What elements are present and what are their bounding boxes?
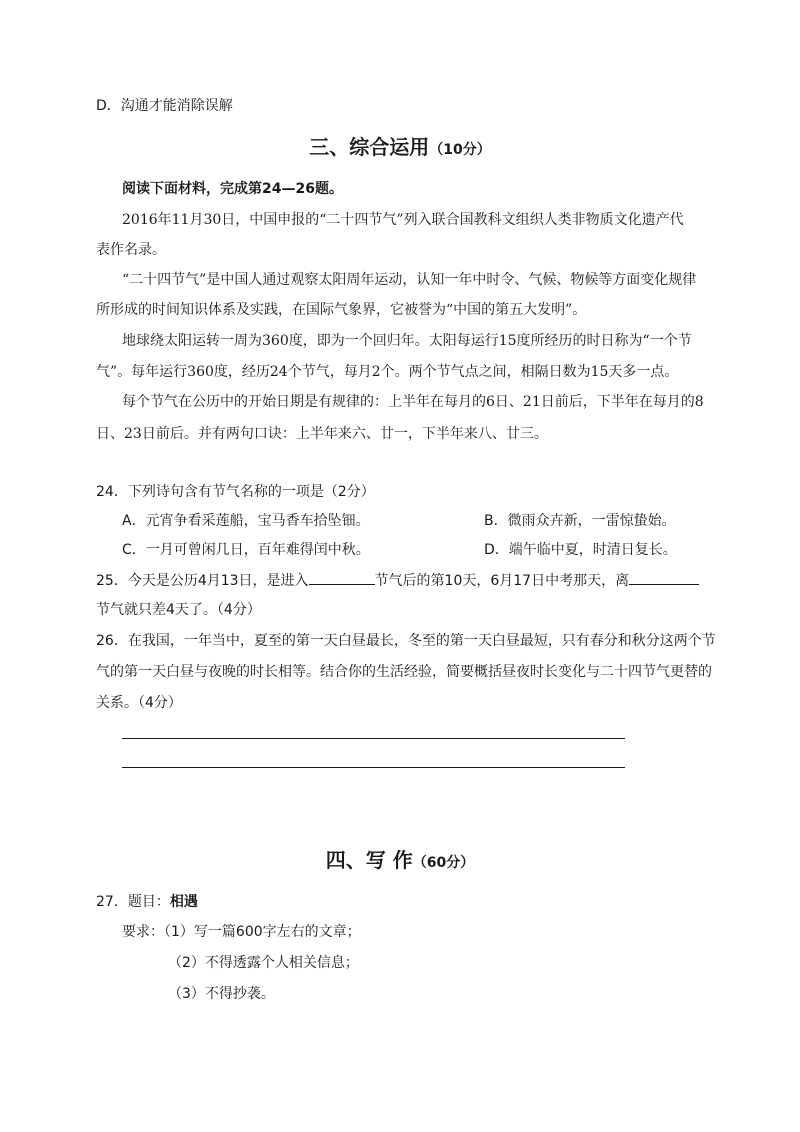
q24-option-a: A．元宵争看采莲船，宝马香车拾坠钿。 [122, 513, 370, 529]
material-p2-line1: “二十四节气”是中国人通过观察太阳周年运动，认知一年中时令、气候、物候等方面变化规律 [122, 272, 697, 288]
q24-stem: 24．下列诗句含有节气名称的一项是（2分） [96, 484, 375, 500]
q24-option-d: D．端午临中夏，时清日复长。 [484, 542, 677, 558]
section4-heading [0, 847, 800, 876]
material-p2-line2: 所形成的时间知识体系及实践，在国际气象界，它被誉为“中国的第五大发明”。 [96, 302, 587, 318]
previous-option-d: D．沟通才能消除误解 [96, 98, 233, 114]
q27-requirement-3: （3）不得抄袭。 [168, 986, 275, 1002]
q25-blank-1[interactable] [309, 570, 375, 585]
material-p4-line2: 日、23日前后。并有两句口诀：上半年来六、廿一，下半年来八、廿三。 [96, 426, 548, 442]
q26-line1: 26．在我国，一年当中，夏至的第一天白昼最长，冬至的第一天白昼最短，只有春分和秋分这两个节 [96, 633, 716, 649]
q26-answer-line-2[interactable] [122, 767, 625, 768]
q24-option-b: B．微雨众卉新，一雷惊蛰始。 [484, 513, 676, 529]
section4-title: 四、写 作 [325, 848, 413, 872]
material-p3-line2: 气”。每年运行360度，经历24个节气，每月2个。两个节气点之间，相隔日数为15天多一点。 [96, 364, 679, 380]
section3-points: （10分） [429, 142, 491, 158]
material-p4-line1: 每个节气在公历中的开始日期是有规律的：上半年在每月的6日、21日前后，下半年在每月的8 [122, 394, 704, 410]
q26-line2: 气的第一天白昼与夜晚的时长相等。结合你的生活经验，简要概括昼夜时长变化与二十四节气更替的 [96, 664, 712, 680]
section3-heading [0, 134, 800, 163]
material-p3-line1: 地球绕太阳运转一周为360度，即为一个回归年。太阳每运行15度所经历的时日称为“一个节 [122, 333, 692, 349]
q26-line3: 关系。（4分） [96, 695, 182, 711]
section4-points: （60分） [412, 855, 475, 871]
q26-answer-line-1[interactable] [122, 738, 625, 739]
q25-line2: 节气就只差4天了。（4分） [96, 602, 261, 618]
material-p1-line2: 表作名录。 [96, 242, 166, 258]
q27-label: 27．题目： [96, 894, 170, 910]
q24-option-c: C．一月可曾闲几日，百年难得闰中秋。 [122, 542, 370, 558]
q25-blank-2[interactable] [629, 570, 699, 585]
q27-topic-line [96, 893, 198, 911]
q27-requirement-1: 要求：（1）写一篇600字左右的文章； [122, 924, 361, 940]
material-intro: 阅读下面材料，完成第24—26题。 [122, 181, 343, 197]
q27-requirement-2: （2）不得透露个人相关信息； [168, 955, 359, 971]
q27-topic: 相遇 [169, 894, 198, 910]
q25-line1 [96, 570, 699, 590]
q25-part1: 25．今天是公历4月13日，是进入 [96, 573, 309, 589]
material-p1-line1: 2016年11月30日，中国申报的“二十四节气”列入联合国教科文组织人类非物质文化遗产代 [122, 212, 684, 228]
q25-part2: 节气后的第10天，6月17日中考那天，离 [374, 573, 630, 589]
section3-title: 三、综合运用 [309, 135, 430, 159]
